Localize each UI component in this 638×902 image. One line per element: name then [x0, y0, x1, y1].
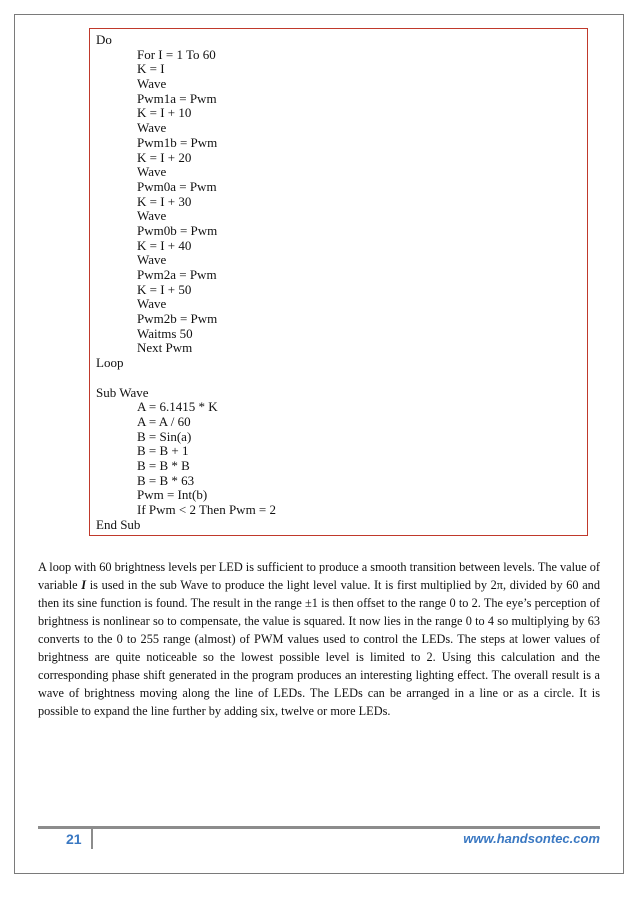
code-line: K = I + 20 [137, 149, 192, 165]
code-listing [89, 28, 588, 536]
code-line: Pwm0a = Pwm [137, 178, 217, 194]
code-line: B = B * B [137, 457, 190, 473]
code-line: Wave [137, 208, 167, 224]
code-line: End Sub [96, 516, 141, 532]
code-line: Pwm1b = Pwm [137, 134, 218, 150]
code-line: K = I + 50 [137, 281, 192, 297]
code-line: Sub Wave [96, 384, 149, 400]
code-line: Wave [137, 76, 167, 92]
footer-divider [91, 829, 93, 849]
code-line [96, 371, 587, 386]
code-line: Pwm0b = Pwm [137, 222, 218, 238]
code-line: Pwm = Int(b) [137, 487, 208, 503]
code-line: Wave [137, 120, 167, 136]
footer-url[interactable]: www.handsontec.com [463, 831, 600, 846]
code-line: A = 6.1415 * K [137, 399, 218, 415]
code-line: A = A / 60 [137, 413, 191, 429]
code-line: Loop [96, 355, 124, 371]
code-line: Pwm2b = Pwm [137, 311, 218, 327]
code-line: For I = 1 To 60 [137, 46, 216, 62]
code-line: B = B + 1 [137, 443, 189, 459]
code-line: Pwm1a = Pwm [137, 90, 217, 106]
code-line: If Pwm < 2 Then Pwm = 2 [137, 502, 277, 517]
paragraph-text-end: is used in the sub Wave to produce the light level value. It is first multiplied by 2π, divided by 60 and then its sine function is found. The result in the range ±1 is then offset to the range 0 to 2. The eye’s perception of brightness is nonlinear so to compensate, the value is squared. It now lies in the range 0 to 4 so multiplying by 63 converts to the 0 to 255 range (almost) of PWM values used to control the LEDs. The steps at lower values of brightness are quite noticeable so the lowest possible level is limited to 2. Using this calculation and the corresponding phase shift generated in the program produces an interesting lighting effect. The overall result is a wave of brightness moving along the line of LEDs. The LEDs can be arranged in a line or as a circle. It is possible to expand the line further by adding six, twelve or more LEDs. [38, 578, 600, 718]
code-line: Pwm2a = Pwm [137, 267, 217, 282]
code-line: K = I + 40 [137, 237, 192, 253]
variable-i: I [81, 578, 87, 592]
code-line: K = I + 10 [137, 105, 192, 121]
paragraph-text-start: A loop with 60 brightness levels per LED is sufficient to produce a smooth transition between levels. The value of variable [38, 560, 600, 592]
code-line: Wave [137, 296, 167, 312]
code-line: Next Pwm [137, 340, 193, 356]
footer-rule [38, 826, 600, 829]
page-number: 21 [66, 831, 82, 847]
code-line: K = I [137, 61, 165, 77]
code-line: K = I + 30 [137, 193, 192, 209]
code-line: B = Sin(a) [137, 428, 192, 444]
code-line: Wave [137, 164, 167, 180]
code-line: Waitms 50 [137, 325, 193, 341]
code-line: B = B * 63 [137, 472, 195, 488]
code-line: Do [96, 32, 112, 47]
code-line: Wave [137, 252, 167, 268]
body-paragraph [38, 558, 600, 720]
